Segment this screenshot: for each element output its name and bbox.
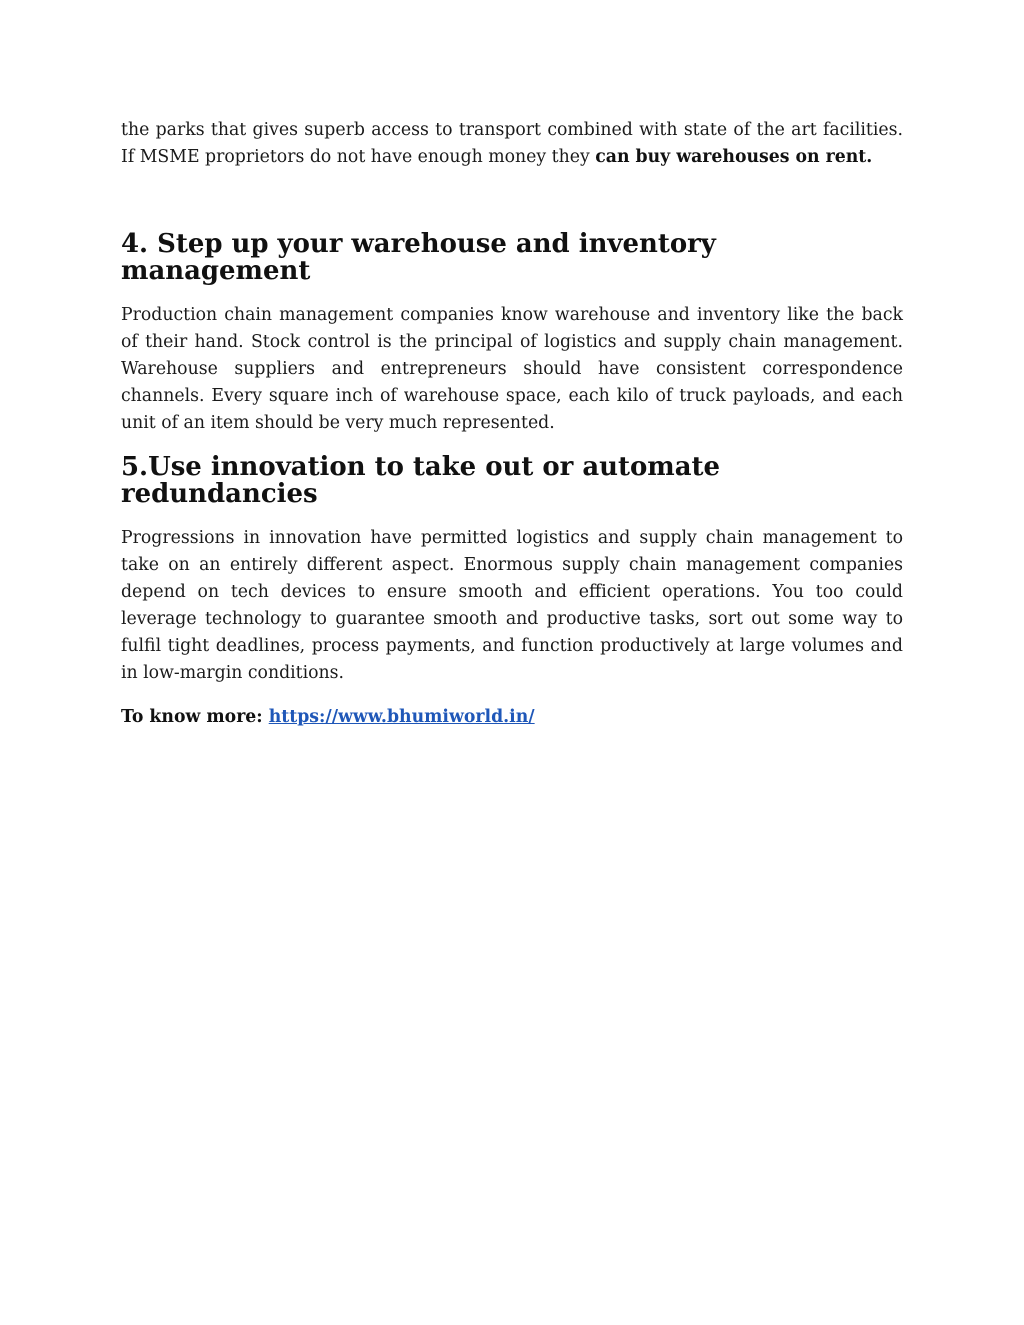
spacer	[121, 508, 903, 525]
spacer	[121, 171, 903, 231]
intro-paragraph	[121, 117, 903, 171]
intro-text: the parks that gives superb access to transport combined with state of the art facilities. If MSME proprietors do not have enough money they	[121, 120, 903, 167]
footer-line	[121, 704, 903, 731]
section-5-heading: 5.Use innovation to take out or automate redundancies	[121, 452, 721, 509]
section-4-heading: 4. Step up your warehouse and inventory management	[121, 229, 716, 286]
spacer	[121, 285, 903, 302]
document-page	[121, 117, 903, 731]
footer-label: To know more:	[121, 707, 269, 727]
website-link[interactable]: https://www.bhumiworld.in/	[268, 707, 535, 727]
section-4-body: Production chain management companies know warehouse and inventory like the back of their hand. Stock control is the principal of logistics and supply chain management. Warehouse suppliers and entrepreneurs should have consistent correspondence channels. Every square inch of warehouse space, each kilo of truck payloads, and each unit of an item should be very much represented.	[121, 305, 903, 433]
section-5-body: Progressions in innovation have permitted logistics and supply chain management to take on an entirely different aspect. Enormous supply chain management companies depend on tech devices to ensure smooth and efficient operations. You too could leverage technology to guarantee smooth and productive tasks, sort out some way to fulfil tight deadlines, process payments, and function productively at large volumes and in low-margin conditions.	[121, 528, 903, 683]
intro-bold-text: can buy warehouses on rent.	[595, 147, 873, 167]
spacer	[121, 687, 903, 704]
